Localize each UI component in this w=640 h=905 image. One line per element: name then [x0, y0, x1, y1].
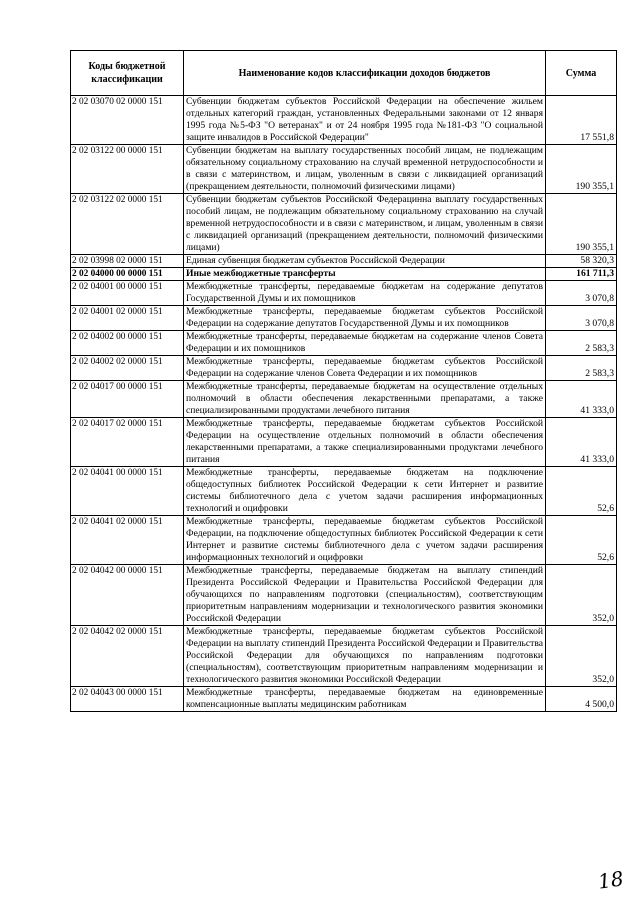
- table-body: [71, 96, 617, 712]
- row-sum: 352,0: [546, 565, 617, 626]
- row-code: 2 02 04001 02 0000 151: [71, 306, 184, 331]
- table-row: [71, 306, 617, 331]
- row-name: Иные межбюджетные трансферты: [184, 268, 546, 281]
- row-sum: 2 583,3: [546, 331, 617, 356]
- row-code: 2 02 04043 00 0000 151: [71, 687, 184, 712]
- row-code: 2 02 03070 02 0000 151: [71, 96, 184, 145]
- table-row: [71, 381, 617, 418]
- row-sum: 4 500,0: [546, 687, 617, 712]
- row-code: 2 02 04042 00 0000 151: [71, 565, 184, 626]
- table-row: [71, 626, 617, 687]
- row-sum: 41 333,0: [546, 418, 617, 467]
- row-sum: 58 320,3: [546, 255, 617, 268]
- row-name: Межбюджетные трансферты, передаваемые бюджетам субъектов Российской Федерации на содержание депутатов Государственной Думы и их помощников: [184, 306, 546, 331]
- row-sum: 3 070,8: [546, 306, 617, 331]
- table-row: [71, 467, 617, 516]
- row-code: 2 02 03998 02 0000 151: [71, 255, 184, 268]
- row-code: 2 02 04000 00 0000 151: [71, 268, 184, 281]
- header-sum: Сумма: [546, 51, 617, 96]
- row-name: Межбюджетные трансферты, передаваемые бюджетам на содержание депутатов Государственной Думы и их помощников: [184, 281, 546, 306]
- table-row: [71, 268, 617, 281]
- row-code: 2 02 03122 02 0000 151: [71, 194, 184, 255]
- table-row: [71, 96, 617, 145]
- table-row: [71, 565, 617, 626]
- row-sum: 352,0: [546, 626, 617, 687]
- row-sum: 52,6: [546, 467, 617, 516]
- row-code: 2 02 04041 02 0000 151: [71, 516, 184, 565]
- row-sum: 190 355,1: [546, 145, 617, 194]
- row-sum: 41 333,0: [546, 381, 617, 418]
- table-row: [71, 687, 617, 712]
- revenue-classification-table: [70, 50, 617, 712]
- table-row: [71, 418, 617, 467]
- table-row: [71, 331, 617, 356]
- table-header: [71, 51, 617, 96]
- row-name: Субвенции бюджетам субъектов Российской Федерации на обеспечение жильем отдельных категорий граждан, установленных Федеральными законами от 12 января 1995 года №5-ФЗ "О ветеранах" и от 24 ноября 1995 года №181-ФЗ "О социальной защите инвалидов в Российской Федерации": [184, 96, 546, 145]
- row-name: Межбюджетные трансферты, передаваемые бюджетам субъектов Российской Федерации на содержание членов Совета Федерации и их помощников: [184, 356, 546, 381]
- row-code: 2 02 04002 02 0000 151: [71, 356, 184, 381]
- table-row: [71, 255, 617, 268]
- header-code: Коды бюджетной классификации: [71, 51, 184, 96]
- row-code: 2 02 04017 02 0000 151: [71, 418, 184, 467]
- row-name: Межбюджетные трансферты, передаваемые бюджетам субъектов Российской Федерации на осуществление отдельных полномочий в области обеспечения лекарственными препаратами, а также специализированными продуктами лечебного питания: [184, 418, 546, 467]
- row-name: Межбюджетные трансферты, передаваемые бюджетам на содержание членов Совета Федерации и их помощников: [184, 331, 546, 356]
- row-name: Межбюджетные трансферты, передаваемые бюджетам на подключение общедоступных библиотек Российской Федерации к сети Интернет и развитие системы библиотечного дела с учетом задачи расширения информационных технологий и оцифровки: [184, 467, 546, 516]
- row-sum: 2 583,3: [546, 356, 617, 381]
- row-name: Субвенции бюджетам на выплату государственных пособий лицам, не подлежащим обязательному социальному страхованию на случай временной нетрудоспособности и в связи с материнством, и лицам, уволенным в связи с ликвидацией организаций (прекращением деятельности, полномочий физическими лицами): [184, 145, 546, 194]
- row-name: Межбюджетные трансферты, передаваемые бюджетам субъектов Российской Федерации, на подключение общедоступных библиотек Российской Федерации к сети Интернет и развитие системы библиотечного дела с учетом задачи расширения информационных технологий и оцифровки: [184, 516, 546, 565]
- header-name: Наименование кодов классификации доходов бюджетов: [184, 51, 546, 96]
- row-name: Межбюджетные трансферты, передаваемые бюджетам на выплату стипендий Президента Российской Федерации и Правительства Российской Федерации для обучающихся по направлениям подготовки (специальностям), соответствующим приоритетным направлениям модернизации и технологического развития экономики Российской Федерации: [184, 565, 546, 626]
- row-name: Межбюджетные трансферты, передаваемые бюджетам субъектов Российской Федерации на выплату стипендий Президента Российской Федерации и Правительства Российской Федерации для обучающихся по направлениям подготовки (специальностям), соответствующим приоритетным направлениям модернизации и технологического развития экономики Российской Федерации: [184, 626, 546, 687]
- row-code: 2 02 04041 00 0000 151: [71, 467, 184, 516]
- table-row: [71, 281, 617, 306]
- row-sum: 3 070,8: [546, 281, 617, 306]
- row-name: Межбюджетные трансферты, передаваемые бюджетам на осуществление отдельных полномочий в области обеспечения лекарственными препаратами, а также специализированными продуктами лечебного питания: [184, 381, 546, 418]
- row-name: Единая субвенция бюджетам субъектов Российской Федерации: [184, 255, 546, 268]
- row-sum: 17 551,8: [546, 96, 617, 145]
- table-row: [71, 516, 617, 565]
- row-sum: 161 711,3: [546, 268, 617, 281]
- row-code: 2 02 03122 00 0000 151: [71, 145, 184, 194]
- table-row: [71, 356, 617, 381]
- table-row: [71, 194, 617, 255]
- row-code: 2 02 04042 02 0000 151: [71, 626, 184, 687]
- table-row: [71, 145, 617, 194]
- row-code: 2 02 04001 00 0000 151: [71, 281, 184, 306]
- page-number: 18: [596, 866, 625, 894]
- row-code: 2 02 04002 00 0000 151: [71, 331, 184, 356]
- row-sum: 190 355,1: [546, 194, 617, 255]
- row-sum: 52,6: [546, 516, 617, 565]
- row-code: 2 02 04017 00 0000 151: [71, 381, 184, 418]
- row-name: Субвенции бюджетам субъектов Российской Федерацинна выплату государственных пособий лицам, не подлежащим обязательному социальному страхованию на случай временной нетрудоспособности и в связи с материнством, и лицам, уволенным в связи с ликвидацией организаций (прекращением деятельности, полномочий физическими лицами): [184, 194, 546, 255]
- row-name: Межбюджетные трансферты, передаваемые бюджетам на единовременные компенсационные выплаты медицинским работникам: [184, 687, 546, 712]
